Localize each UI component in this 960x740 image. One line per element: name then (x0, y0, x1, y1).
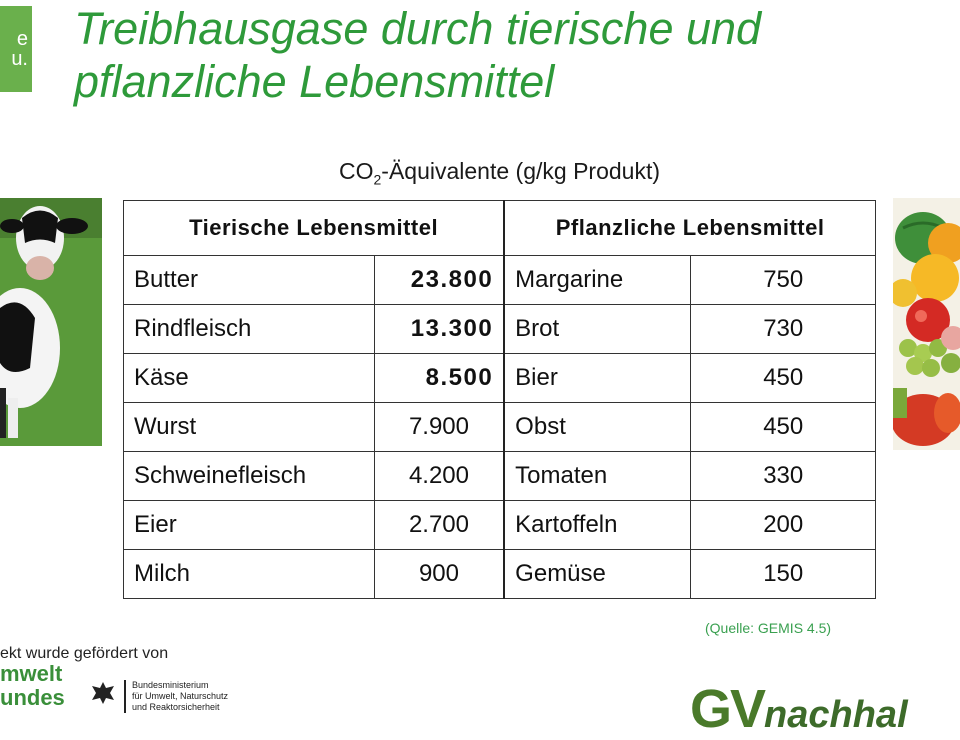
plant-value-cell: 330 (691, 452, 876, 501)
plant-name-cell: Brot (504, 305, 691, 354)
logo-line-1: e (16, 28, 28, 50)
plant-name-cell: Tomaten (504, 452, 691, 501)
funding-note: ekt wurde gefördert von (0, 645, 169, 662)
table-row (124, 256, 876, 305)
page-title: Treibhausgase durch tierische und pflanzliche Lebensmittel (74, 3, 762, 107)
table-row (124, 354, 876, 403)
gv-logo-letters: GV (690, 679, 765, 739)
fruit-photo (893, 198, 960, 450)
animal-name-cell: Käse (124, 354, 375, 403)
gv-logo-rest: nachhal (764, 694, 908, 736)
animal-name-cell: Rindfleisch (124, 305, 375, 354)
animal-name-cell: Eier (124, 501, 375, 550)
plant-name-cell: Bier (504, 354, 691, 403)
plant-name-cell: Kartoffeln (504, 501, 691, 550)
table-row (124, 305, 876, 354)
gv-nachhaltig-logo (690, 678, 908, 740)
ministry-line-1: Bundesministerium (132, 680, 209, 690)
table-caption (124, 158, 875, 188)
table-header-row (124, 201, 876, 256)
emissions-table (123, 200, 876, 599)
ministry-logo (124, 680, 228, 713)
plant-value-cell: 450 (691, 354, 876, 403)
caption-suffix: -Äquivalente (g/kg Produkt) (381, 158, 660, 184)
table-row (124, 550, 876, 599)
ministry-line-3: und Reaktorsicherheit (132, 702, 220, 712)
table-body (124, 256, 876, 599)
animal-name-cell: Wurst (124, 403, 375, 452)
header-plant: Pflanzliche Lebensmittel (504, 201, 875, 256)
umweltbundesamt-logo (0, 662, 65, 710)
animal-value-cell: 2.700 (374, 501, 504, 550)
plant-name-cell: Gemüse (504, 550, 691, 599)
animal-value-cell: 7.900 (374, 403, 504, 452)
brand-logo (0, 6, 32, 92)
table-row (124, 501, 876, 550)
animal-value-cell: 900 (374, 550, 504, 599)
animal-value-cell: 23.800 (374, 256, 504, 305)
animal-name-cell: Schweinefleisch (124, 452, 375, 501)
cow-photo (0, 198, 102, 446)
animal-name-cell: Milch (124, 550, 375, 599)
animal-value-cell: 8.500 (374, 354, 504, 403)
animal-value-cell: 4.200 (374, 452, 504, 501)
table-row (124, 403, 876, 452)
caption-prefix: CO (339, 158, 374, 184)
plant-value-cell: 150 (691, 550, 876, 599)
plant-name-cell: Margarine (504, 256, 691, 305)
plant-value-cell: 200 (691, 501, 876, 550)
logo-line-2: u. (11, 48, 28, 70)
source-note: (Quelle: GEMIS 4.5) (705, 620, 832, 636)
plant-value-cell: 730 (691, 305, 876, 354)
header-animal: Tierische Lebensmittel (124, 201, 505, 256)
plant-value-cell: 450 (691, 403, 876, 452)
umwelt-line-2: undes (0, 685, 65, 710)
ministry-line-2: für Umwelt, Naturschutz (132, 691, 229, 701)
plant-value-cell: 750 (691, 256, 876, 305)
plant-name-cell: Obst (504, 403, 691, 452)
caption-subscript: 2 (373, 171, 382, 188)
federal-eagle-icon (90, 680, 116, 706)
umwelt-line-1: mwelt (0, 661, 63, 686)
animal-name-cell: Butter (124, 256, 375, 305)
animal-value-cell: 13.300 (374, 305, 504, 354)
table-row (124, 452, 876, 501)
